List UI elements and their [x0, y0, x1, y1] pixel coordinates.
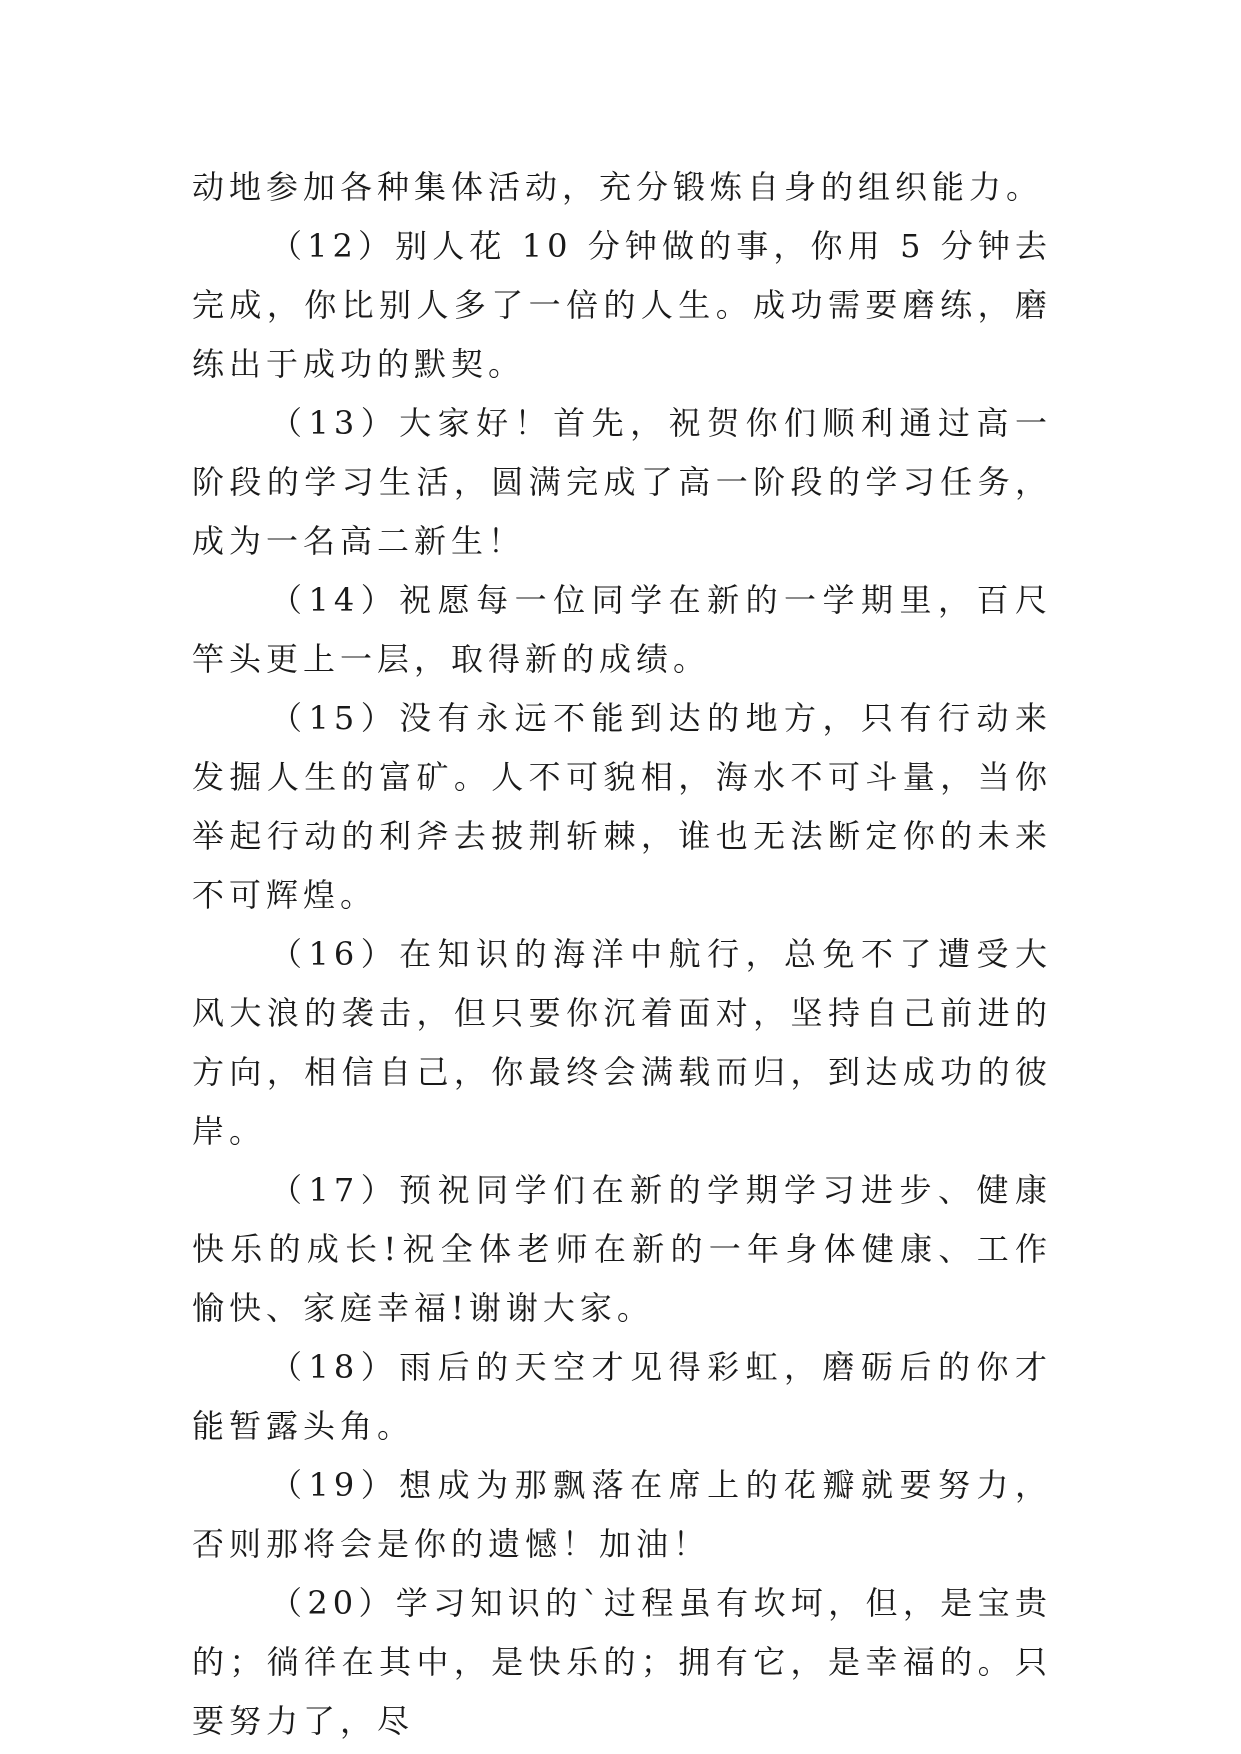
paragraph-14: （14）祝愿每一位同学在新的一学期里，百尺竿头更上一层，取得新的成绩。 [192, 581, 1052, 678]
paragraph-13: （13）大家好！首先，祝贺你们顺利通过高一阶段的学习生活，圆满完成了高一阶段的学习任务，成为一名高二新生！ [192, 404, 1052, 560]
paragraph-12: （12）别人花 10 分钟做的事，你用 5 分钟去完成，你比别人多了一倍的人生。成功需要磨练，磨练出于成功的默契。 [192, 227, 1052, 383]
paragraph-16: （16）在知识的海洋中航行，总免不了遭受大风大浪的袭击，但只要你沉着面对，坚持自己前进的方向，相信自己，你最终会满载而归，到达成功的彼岸。 [192, 935, 1052, 1150]
paragraph-19: （19）想成为那飘落在席上的花瓣就要努力，否则那将会是你的遗憾！加油！ [192, 1466, 1052, 1563]
paragraph-17: （17）预祝同学们在新的学期学习进步、健康快乐的成长!祝全体老师在新的一年身体健康、工作愉快、家庭幸福!谢谢大家。 [192, 1171, 1052, 1327]
paragraph-18: （18）雨后的天空才见得彩虹，磨砺后的你才能暂露头角。 [192, 1348, 1052, 1445]
paragraph-15: （15）没有永远不能到达的地方，只有行动来发掘人生的富矿。人不可貌相，海水不可斗量，当你举起行动的利斧去披荆斩棘，谁也无法断定你的未来不可辉煌。 [192, 699, 1052, 914]
paragraph-continuation: 动地参加各种集体活动，充分锻炼自身的组织能力。 [192, 168, 1044, 206]
paragraph-20: （20）学习知识的`过程虽有坎坷，但，是宝贵的；徜徉在其中，是快乐的；拥有它，是幸福的。只要努力了，尽 [192, 1584, 1052, 1740]
body-text [192, 158, 1052, 1751]
